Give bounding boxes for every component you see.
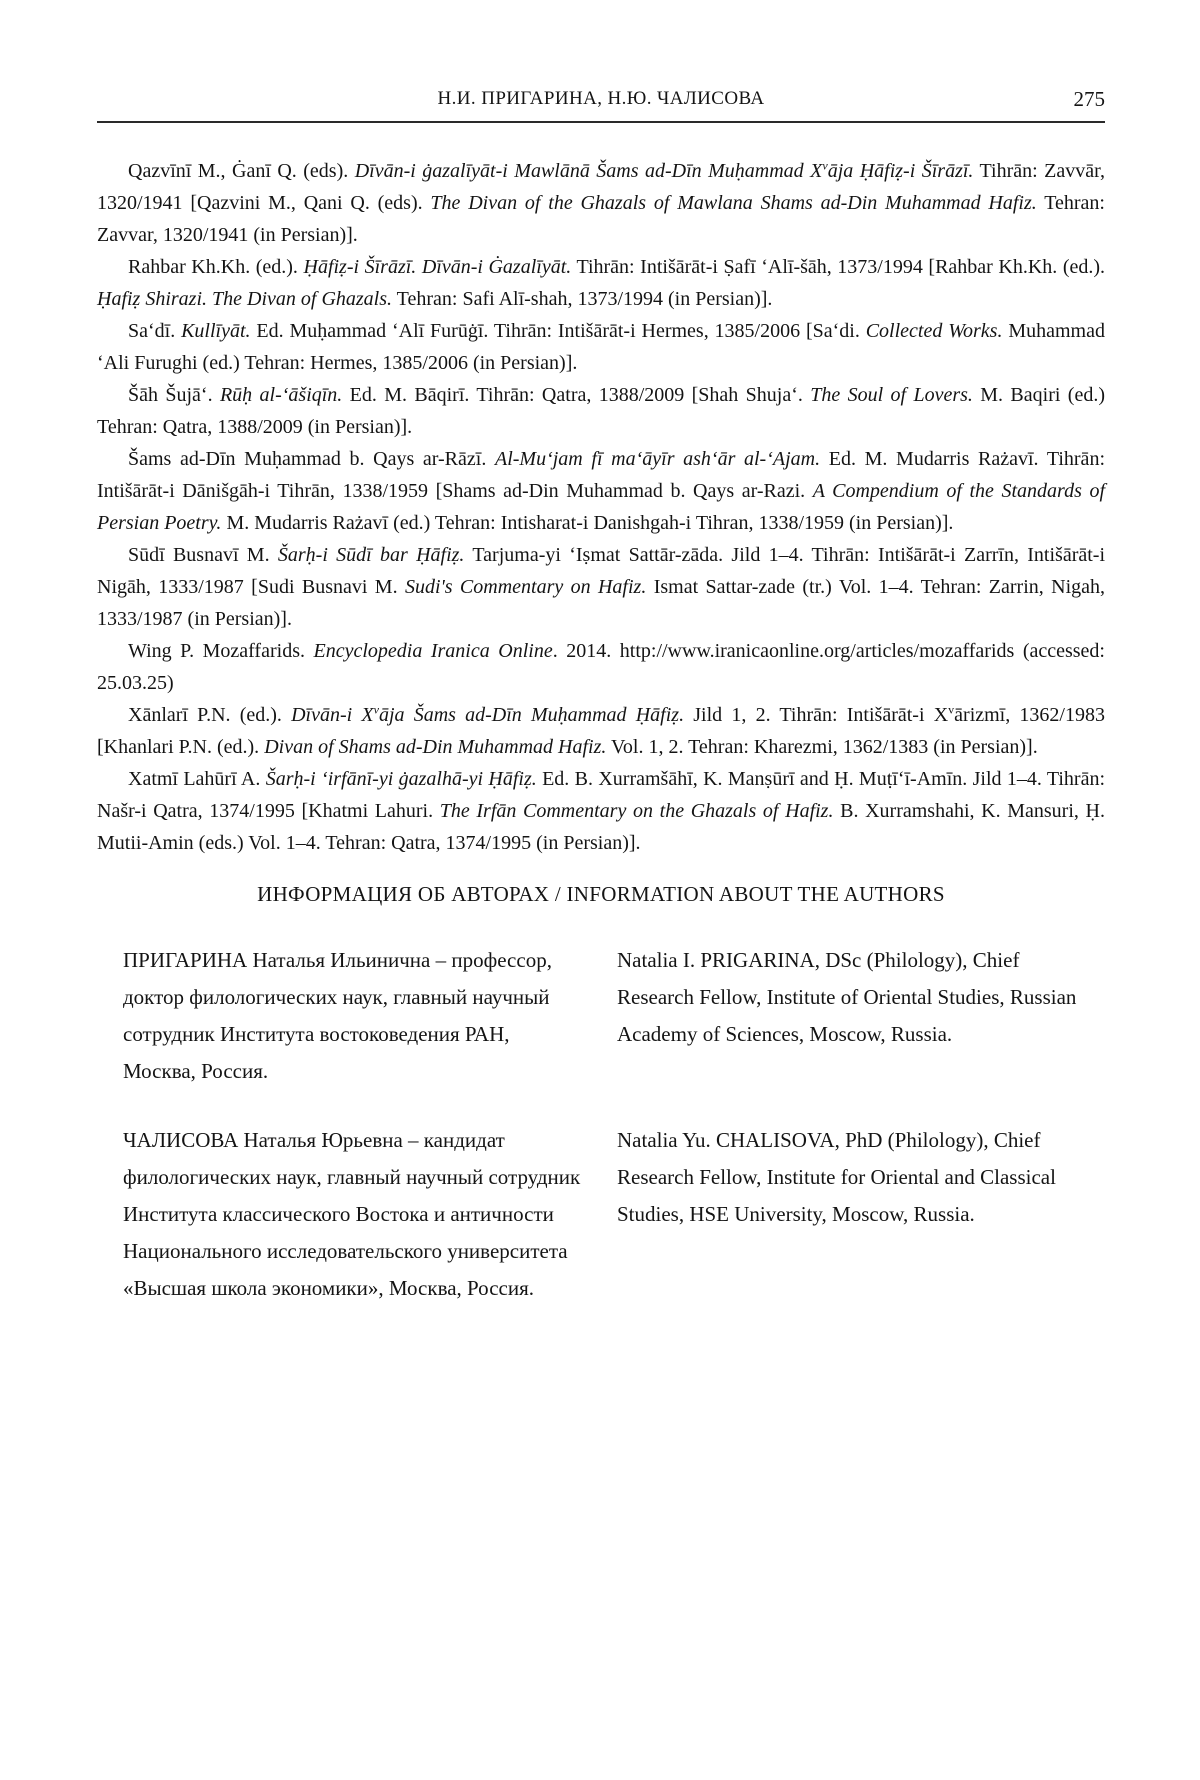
bib-segment: Saʻdī. <box>128 320 182 342</box>
bibliography-entry <box>97 763 1105 859</box>
bibliography-entry <box>97 539 1105 635</box>
bib-segment: Xatmī Lahūrī A. <box>128 768 266 790</box>
bib-segment: Tarjuma-yi ʻIṣmat Sattār-zāda. Jild 1–4. Tihrān: Intišārāt-i Zarrīn, Intišārāt-i Nigāh, 1333/1987 [Sudi Busnavi M. <box>97 544 1106 598</box>
bib-segment: Rahbar Kh.Kh. (ed.). <box>128 256 304 278</box>
bib-segment: Šāh Šujāʻ. <box>128 384 220 406</box>
bib-segment: Wing P. Mozaffarids. <box>128 640 314 662</box>
author-bio-russian: ПРИГАРИНА Наталья Ильинична – профессор, доктор филологических наук, главный научный сотрудник Института востоковедения РАН, Москва, Россия. <box>123 948 552 1083</box>
page-number: 275 <box>1073 87 1105 111</box>
bib-segment-italic: Al-Muʻjam fī maʻāyīr ashʻār al-ʻAjam. <box>494 448 821 470</box>
bib-segment: ārizmī, 1362/1983 [Khanlari P.N. (ed.). <box>97 704 1105 758</box>
bib-segment-italic: Sudi's Commentary on Hafiz. <box>404 576 647 598</box>
bib-segment-italic: v <box>373 702 379 717</box>
header-rule <box>97 121 1105 123</box>
author-bio-english: Natalia Yu. CHALISOVA, PhD (Philology), Chief Research Fellow, Institute for Oriental and Classical Studies, HSE University, Moscow, Russia. <box>617 1128 1056 1226</box>
bib-segment: M. Mudarris Rażavī (ed.) Tehran: Intisharat-i Danishgah-i Tihran, 1338/1959 (in Persian)]. <box>221 512 954 534</box>
bibliography-entry <box>97 635 1105 699</box>
bib-segment: B. Xurramshahi, K. Mansuri, Ḥ. Mutii-Amin (eds.) Vol. 1–4. Tehran: Qatra, 1374/1995 (in Persian)]. <box>97 800 1105 854</box>
authors-info-grid <box>97 942 1105 1307</box>
bib-segment-italic: Dīvān-i X <box>291 704 374 726</box>
bib-segment: . 2014. http://www.iranicaonline.org/articles/mozaffarids (accessed: 25.03.25) <box>97 640 1105 694</box>
bib-segment-italic: Rūḥ al-ʻāšiqīn. <box>219 384 343 406</box>
bib-segment: v <box>948 702 955 717</box>
bib-segment: Tehran: Safi Alī-shah, 1373/1994 (in Persian)]. <box>392 288 773 310</box>
bibliography-entry <box>97 379 1105 443</box>
bib-segment-italic: The Irfān Commentary on the Ghazals of Hafiz. <box>439 800 834 822</box>
bibliography-entry <box>97 251 1105 315</box>
bib-segment: Xānlarī P.N. (ed.). <box>128 704 292 726</box>
bib-segment-italic: Divan of Shams ad-Din Muhammad Hafiz. <box>264 736 607 758</box>
bib-segment: Ed. M. Bāqirī. Tihrān: Qatra, 1388/2009 [Shah Shujaʻ. <box>342 384 811 406</box>
bib-segment-italic: Dīvān-i ġazalīyāt-i Mawlānā Šams ad-Dīn Muḥammad X <box>354 160 823 182</box>
author-bio-english: Natalia I. PRIGARINA, DSc (Philology), Chief Research Fellow, Institute of Oriental Studies, Russian Academy of Sciences, Moscow, Russia. <box>617 948 1077 1046</box>
authors-section-heading: ИНФОРМАЦИЯ ОБ АВТОРАХ / INFORMATION ABOUT THE AUTHORS <box>257 882 945 906</box>
bib-segment: Tehran: Zavvar, 1320/1941 (in Persian)]. <box>97 192 1105 246</box>
bibliography-list <box>97 155 1105 859</box>
bibliography-entry <box>97 699 1105 763</box>
bib-segment-italic: Ḥafiẓ Shirazi. The Divan of Ghazals. <box>97 288 393 310</box>
bib-segment: Qazvīnī M., Ġanī Q. (eds). <box>128 160 355 182</box>
bib-segment: Ed. Muḥammad ʻAlī Furūġī. Tihrān: Intišārāt-i Hermes, 1385/2006 [Saʻdi. <box>250 320 866 342</box>
bib-segment: Jild 1, 2. Tihrān: Intišārāt-i X <box>684 704 949 726</box>
bib-segment: Tihrān: Zavvār, 1320/1941 [Qazvini M., Qani Q. (eds). <box>97 160 1105 214</box>
bib-segment-italic: Ḥāfiẓ-i Šīrāzī. Dīvān-i Ġazalīyāt. <box>303 256 572 278</box>
bib-segment-italic: The Soul of Lovers. <box>810 384 973 406</box>
running-title: Н.И. ПРИГАРИНА, Н.Ю. ЧАЛИСОВА <box>437 88 765 109</box>
bib-segment-italic: Collected Works. <box>865 320 1003 342</box>
bib-segment-italic: The Divan of the Ghazals of Mawlana Shams ad-Din Muhammad Hafiz. <box>430 192 1037 214</box>
author-bio-russian: ЧАЛИСОВА Наталья Юрьевна – кандидат филологических наук, главный научный сотрудник Института классического Востока и античности Национального исследовательского университета «Высшая школа экономики», Москва, Россия. <box>123 1128 581 1300</box>
bib-segment: Ed. M. Mudarris Rażavī. Tihrān: Intišārāt-i Dānišgāh-i Tihrān, 1338/1959 [Shams ad-Din Muhammad b. Qays ar-Razi. <box>97 448 1105 502</box>
bib-segment-italic: Kullīyāt. <box>181 320 251 342</box>
bibliography-entry <box>97 443 1105 539</box>
bibliography-entry <box>97 315 1105 379</box>
bib-segment-italic: Šarḥ-i Sūdī bar Ḥāfiẓ. <box>277 544 465 566</box>
bib-segment: Ismat Sattar-zade (tr.) Vol. 1–4. Tehran: Zarrin, Nigah, 1333/1987 (in Persian)]. <box>97 576 1105 630</box>
bib-segment-italic: Encyclopedia Iranica Online <box>313 640 553 662</box>
bib-segment: Muhammad ʻAli Furughi (ed.) Tehran: Hermes, 1385/2006 (in Persian)]. <box>97 320 1105 374</box>
bib-segment: Ed. B. Xurramšāhī, K. Manṣūrī and Ḥ. Muṭīʻī-Amīn. Jild 1–4. Tihrān: Našr-i Qatra, 1374/1995 [Khatmi Lahuri. <box>97 768 1106 822</box>
bib-segment: Tihrān: Intišārāt-i Ṣafī ʻAlī-šāh, 1373/1994 [Rahbar Kh.Kh. (ed.). <box>571 256 1106 278</box>
bibliography-entry <box>97 155 1105 251</box>
bib-segment: Vol. 1, 2. Tehran: Kharezmi, 1362/1383 (in Persian)]. <box>606 736 1038 758</box>
bib-segment-italic: āja Ḥāfiẓ-i Šīrāzī. <box>827 160 974 182</box>
bib-segment-italic: Šarḥ-i ʻirfānī-yi ġazalhā-yi Ḥāfiẓ. <box>265 768 537 790</box>
bib-segment-italic: v <box>822 158 828 173</box>
bib-segment-italic: A Compendium of the Standards of Persian Poetry. <box>97 480 1105 534</box>
bib-segment-italic: āja Šams ad-Dīn Muḥammad Ḥāfiẓ. <box>378 704 685 726</box>
bib-segment: M. Baqiri (ed.) Tehran: Qatra, 1388/2009 (in Persian)]. <box>97 384 1105 438</box>
bib-segment: Šams ad-Dīn Muḥammad b. Qays ar-Rāzī. <box>128 448 495 470</box>
bib-segment: Sūdī Busnavī M. <box>128 544 278 566</box>
running-head <box>97 86 1105 112</box>
